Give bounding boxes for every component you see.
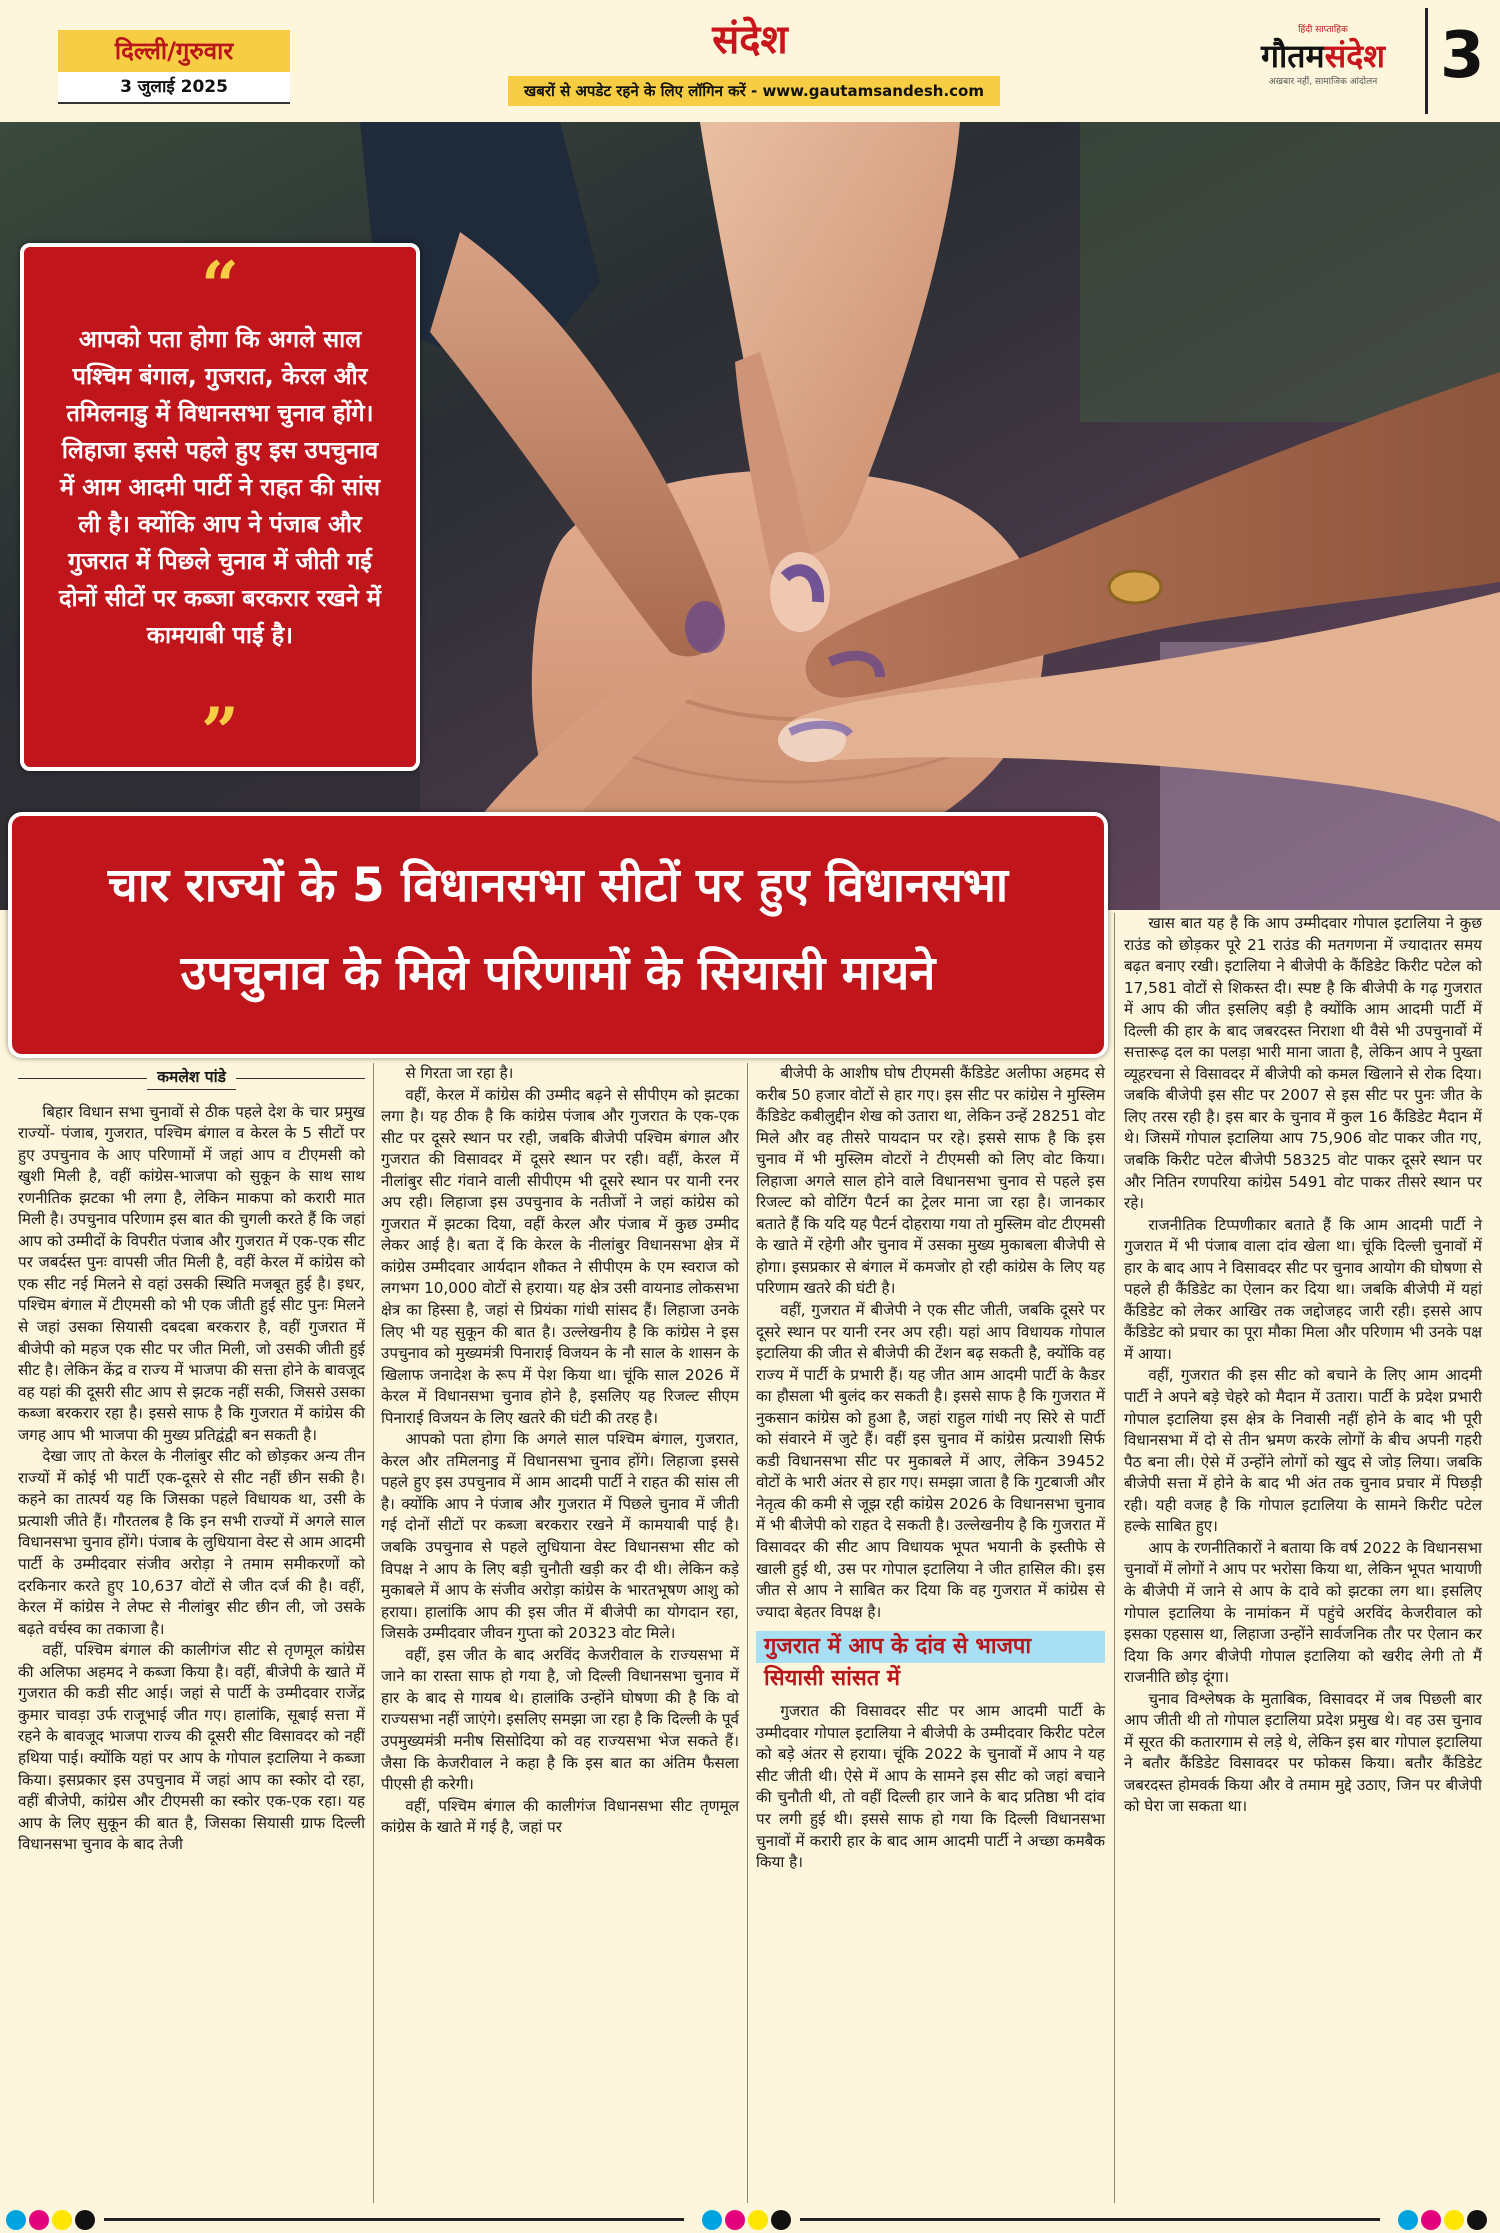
headline[interactable] (12, 842, 1104, 1018)
registration-dot (1398, 2210, 1418, 2230)
paragraph: राजनीतिक टिप्पणीकार बताते हैं कि आम आदमी पार्टी ने गुजरात में भी पंजाब वाला दांव खेला था। चूंकि दिल्ली चुनावों में हार के बाद आप ने विसावदर सीट पर चुनाव आयोग की घोषणा से पहले ही कैंडिडेट का ऐलान कर दिया था। जबकि बीजेपी में यहां कैंडिडेट को लेकर आखिर तक जद्दोजहद जारी रही। इससे आप कैंडिडेट को प्रचार का पूरा मौका मिला और परिणाम भी उनके पक्ष में आया। (1124, 1215, 1482, 1363)
paragraph: आपको पता होगा कि अगले साल पश्चिम बंगाल, गुजरात, केरल और तमिलनाडु में विधानसभा चुनाव होंगे। लिहाजा इससे पहले हुए इस उपचुनाव में आम आदमी पार्टी ने राहत की सांस ली है। क्योंकि आप ने पंजाब और गुजरात में पिछले चुनाव में जीती गई दोनों सीटों पर कब्जा बरकरार रखने में कामयाबी पाई है। जबकि उपचुनाव से पहले लुधियाना वेस्ट विधानसभा सीट को विपक्ष ने आप के लिए बड़ी चुनौती खड़ी कर दी थी। लेकिन कड़े मुकाबले में आप के संजीव अरोड़ा कांग्रेस के भारतभूषण आशु को हराया। हालांकि आप की इस जीत में बीजेपी का योगदान रहा, जिसके उम्मीदवार जीवन गुप्ता को 20323 वोट मिले। (381, 1430, 739, 1643)
pull-quote-box (20, 243, 420, 771)
paragraph: आप के रणनीतिकारों ने बताया कि वर्ष 2022 के विधानसभा चुनावों में लोगों ने आप पर भरोसा किया था, लेकिन भूपत भायाणी के बीजेपी में जाने से आप के दावे को झटका लग था। इसलिए गोपाल इटालिया के नामांकन में पहुंचे अरविंद केजरीवाल को इसका एहसास था, लिहाजा उन्होंने सार्वजनिक तौर पर ऐलान कर दिया कि अगर बीजेपी गोपाल इटालिया को खरीद लेगी तो मैं राजनीति छोड़ दूंगा। (1124, 1538, 1482, 1687)
section-title: संदेश (712, 17, 788, 63)
masthead (0, 0, 1500, 122)
paragraph: बीजेपी के आशीष घोष टीएमसी कैंडिडेट अलीफा अहमद से करीब 50 हजार वोटों से हार गए। इस सीट पर कांग्रेस ने मुस्लिम कैंडिडेट कबीलुद्दीन शेख को उतारा था, लेकिन उन्हें 28251 वोट मिले और वह तीसरे पायदान पर रहे। इससे साफ है कि इस चुनाव में भी मुस्लिम वोटरों ने टीएमसी को लिए वोट किया। लिहाजा अगले साल होने वाले विधानसभा चुनाव से पहले इस रिजल्ट को वोटिंग पैटर्न का ट्रेलर माना जा रहा है। जानकार बताते हैं कि यदि यह पैटर्न दोहराया गया तो मुस्लिम वोट टीएमसी के खाते में रहेगी और चुनाव में उसका मुख्य मुकाबला बीजेपी से होगा। इसप्रकार से बंगाल में कमजोर हो रही कांग्रेस के लिए यह परिणाम खतरे की घंटी है। (756, 1064, 1105, 1298)
registration-dot (1467, 2210, 1487, 2230)
headline-box (8, 812, 1108, 1058)
color-dots-left (6, 2210, 95, 2230)
byline-row (18, 1067, 365, 1090)
article-column-1 (18, 1063, 365, 1856)
article-column-4 (1124, 913, 1482, 1818)
byline: कमलेश पांडे (147, 1067, 236, 1090)
paragraph: गुजरात की विसावदर सीट पर आम आदमी पार्टी के उम्मीदवार गोपाल इटालिया ने बीजेपी के उम्मीदवार किरीट पटेल को बड़े अंतर से हराया। चूंकि 2022 के चुनावों में आप ने यह सीट जीती थी। ऐसे में आप के सामने इस सीट को जहां बचाने की चुनौती थी, तो वहीं दिल्ली हार जाने के बाद प्रतिष्ठा भी दांव पर लगी हुई थी। इससे साफ हो गया कि दिल्ली विधानसभा चुनावों में करारी हार के बाद आम आदमी पार्टी ने अच्छा कमबैक किया है। (756, 1702, 1105, 1872)
subheading-line-2: सियासी सांसत में (764, 1666, 901, 1692)
logo-part-sandesh: संदेश (1324, 37, 1386, 75)
registration-dot (52, 2210, 72, 2230)
paragraph: खास बात यह है कि आप उम्मीदवार गोपाल इटालिया ने कुछ राउंड को छोड़कर पूरे 21 राउंड की मतगणना में ज्यादातर समय बढ़त बनाए रखी। इटालिया ने बीजेपी के कैंडिडेट किरीट पटेल को 17,581 वोटों से शिकस्त दी। स्पष्ट है कि बीजेपी के गढ़ गुजरात में आप की जीत इसलिए बड़ी है क्योंकि आम आदमी पार्टी में दिल्ली की हार के बाद जबरदस्त निराशा थी वैसे भी उपचुनावों में सत्तारूढ़ दल का पलड़ा भारी माना जाता है, लेकिन आप ने पुख्ता व्यूहरचना से विसावदर में बीजेपी को कमल खिलाने से रोक दिया। जबकि बीजेपी इस सीट पर 2007 से इस सीट पर पुनः जीत के लिए तरस रही है। इस बार के चुनाव में कुल 16 कैंडिडेट मैदान में थे। जिसमें गोपाल इटालिया आप 75,906 वोट पाकर जीत गए, जबकि किरीट पटेल बीजेपी 58325 वोट पाकर दूसरे स्थान पर और नितिन रणपरिया कांग्रेस 5491 वोट पाकर तीसरे स्थान पर रहे। (1124, 914, 1482, 1213)
color-dots-right (1398, 2210, 1487, 2230)
pull-quote-text: आपको पता होगा कि अगले साल पश्चिम बंगाल, गुजरात, केरल और तमिलनाडु में विधानसभा चुनाव होंगे। लिहाजा इससे पहले हुए इस उपचुनाव में आम आदमी पार्टी ने राहत की सांस ली है। क्योंकि आप ने पंजाब और गुजरात में पिछले चुनाव में जीती गई दोनों सीटों पर कब्जा बरकरार रखने में कामयाबी पाई है। (59, 325, 381, 649)
registration-dot (748, 2210, 768, 2230)
paragraph: वहीं, केरल में कांग्रेस की उम्मीद बढ़ने से सीपीएम को झटका लगा है। यह ठीक है कि कांग्रेस पंजाब और गुजरात के एक-एक सीट पर दूसरे स्थान पर रही, जबकि बीजेपी पश्चिम बंगाल और गुजरात की विसावदर में दूसरे स्थान पर रही। वहीं, केरल में नीलांबुर सीट गंवाने वाली सीपीएम भी दूसरे स्थान पर यानी रनर अप रही। लिहाजा इस उपचुनाव के नतीजों ने जहां कांग्रेस को गुजरात में झटका दिया, वहीं केरल और पंजाब में कुछ उम्मीद लेकर आई है। बता दें कि केरल के नीलांबुर विधानसभा क्षेत्र में कांग्रेस उम्मीदवार आर्यदान शौकत ने सीपीएम के एम स्वराज को लगभग 10,000 वोटों से हराया। यह क्षेत्र उसी वायनाड लोकसभा क्षेत्र का हिस्सा है, जहां से प्रियंका गांधी सांसद हैं। लिहाजा उनके लिए भी यह सुकून की बात है। उल्लेखनीय है कि कांग्रेस ने इस उपचुनाव को मुख्यमंत्री पिनाराई विजयन के नौ साल के शासन के खिलाफ जनादेश के रूप में पेश किया था। चूंकि साल 2026 में केरल में विधानसभा चुनाव होने है, इसलिए यह रिजल्ट सीएम पिनाराई विजयन के लिए खतरे की घंटी की तरह है। (381, 1085, 739, 1427)
byline-rule-right (236, 1078, 365, 1079)
paragraph: बिहार विधान सभा चुनावों से ठीक पहले देश के चार प्रमुख राज्यों- पंजाब, गुजरात, पश्चिम बंगाल व केरल के 5 सीटों पर हुए उपचुनाव के आए परिणामों में जहां आप व टीएमसी को खुशी मिली है, वहीं कांग्रेस-भाजपा को सुकून के साथ साथ रणनीतिक झटका भी लगा है, लेकिन माकपा को करारी मात मिली है। उपचुनाव परिणाम इस बात की चुगली करते हैं कि जहां आप को उम्मीदों के विपरीत पंजाब और गुजरात में एक-एक सीट पर जबर्दस्त पुनः वापसी जीत मिली है, वहीं केरल में कांग्रेस को एक सीट नई मिलने से वहां उसकी स्थिति मजबूत हुई है। इधर, पश्चिम बंगाल में टीएमसी को भी एक जीती हुई सीट पुनः मिलने से जहां उसका सियासी दबदबा बरकरार है, वहीं गुजरात में बीजेपी को महज एक सीट पर जीत मिली, जो उसकी जीती हुई सीट है। लेकिन केंद्र व राज्य में भाजपा की सत्ता होने के बावजूद वह यहां की दूसरी सीट आप से झटक नहीं सकी, जिससे उसका कब्जा बरकरार रहा है। इससे साफ है कि गुजरात में कांग्रेस की जगह आप भी भाजपा की मुख्य प्रतिद्वंद्वी बन सकती है। (18, 1102, 365, 1444)
registration-dot (1444, 2210, 1464, 2230)
subheading (756, 1631, 1105, 1695)
registration-dot (725, 2210, 745, 2230)
newspaper-logo (1238, 24, 1408, 98)
registration-dot (771, 2210, 791, 2230)
dateline-date: 3 जुलाई 2025 (58, 72, 290, 104)
footer-rule (104, 2218, 684, 2221)
logo-kicker: हिंदी साप्ताहिक (1298, 25, 1348, 35)
headline-line-2: उपचुनाव के मिले परिणामों के सियासी मायने (180, 946, 936, 1001)
paragraph: वहीं, गुजरात में बीजेपी ने एक सीट जीती, जबकि दूसरे पर दूसरे स्थान पर यानी रनर अप रही। यहां आप विधायक गोपाल इटालिया की जीत से बीजेपी की टेंशन बढ़ सकती है, क्योंकि वह राज्य में पार्टी के प्रभारी हैं। यह जीत आम आदमी पार्टी के कैडर का हौसला भी बुलंद कर सकती है। इससे साफ है कि गुजरात में नुकसान कांग्रेस को हुआ है, जहां राहुल गांधी नए सिरे से पार्टी को संवारने में जुटे हैं। वहीं इस चुनाव में कांग्रेस प्रत्याशी सिर्फ कडी विधानसभा सीट पर मुकाबले में आए, लेकिन 39452 वोटों के भारी अंतर से हार गए। समझा जाता है कि गुटबाजी और नेतृत्व की कमी से जूझ रही कांग्रेस 2026 के विधानसभा चुनाव में भी बीजेपी को राहत दे सकती है। उल्लेखनीय है कि गुजरात में विसावदर की सीट आप विधायक भूपत भयानी के इस्तीफे से खाली हुई थी, उस पर गोपाल इटालिया ने जीत हासिल की। इस जीत से आप ने साबित कर दिया कि वह गुजरात में कांग्रेस से ज्यादा बेहतर विपक्ष है। (756, 1301, 1105, 1621)
registration-dot (75, 2210, 95, 2230)
paragraph: देखा जाए तो केरल के नीलांबुर सीट को छोड़कर अन्य तीन राज्यों में कोई भी पार्टी एक-दूसरे से सीट नहीं छीन सकी है। कहने का तात्पर्य यह कि जिसका पहले विधायक था, उसी के प्रत्याशी जीते हैं। गौरतलब है कि इन सभी राज्यों में अगले साल विधानसभा चुनाव होंगे। पंजाब के लुधियाना वेस्ट से आम आदमी पार्टी के उम्मीदवार संजीव अरोड़ा ने तमाम समीकरणों को दरकिनार करते हुए 10,637 वोटों से जीत दर्ज की है। वहीं, केरल में कांग्रेस ने लेफ्ट से नीलांबुर सीट छीन ली, जो उसके बढ़ते वर्चस्व का तकाजा है। (18, 1447, 365, 1638)
column-divider (373, 1063, 374, 2203)
paragraph: वहीं, इस जीत के बाद अरविंद केजरीवाल के राज्यसभा में जाने का रास्ता साफ हो गया है, जो दिल्ली विधानसभा चुनाव में हार के बाद से गायब थे। हालांकि उन्होंने घोषणा की है कि वो राज्यसभा नहीं जाएंगे। इसलिए समझा जा रहा है कि दिल्ली के पूर्व उपमुख्यमंत्री मनीष सिसोदिया को वह राज्यसभा भेज सकते हैं। जैसा कि केजरीवाल ने कहा है कि इस बात का अंतिम फैसला पीएसी ही करेगी। (381, 1645, 739, 1794)
byline-rule-left (18, 1078, 147, 1079)
column-divider (1114, 913, 1115, 2203)
registration-dot (702, 2210, 722, 2230)
dateline-city-day: दिल्ली/गुरुवार (58, 30, 290, 72)
website-strip[interactable]: खबरों से अपडेट रहने के लिए लॉगिन करें - www.gautamsandesh.com (508, 76, 1000, 106)
paragraph: से गिरता जा रहा है। (405, 1064, 514, 1082)
article-column-2 (381, 1063, 739, 1839)
page-number: 3 (1440, 19, 1485, 93)
paragraph: वहीं, पश्चिम बंगाल की कालीगंज विधानसभा सीट तृणमूल कांग्रेस के खाते में गई है, जहां पर (381, 1796, 739, 1837)
article-column-3 (756, 1063, 1105, 1874)
color-dots-center (702, 2210, 791, 2230)
logo-part-gautam: गौतम (1260, 37, 1325, 75)
quote-open-mark: “ (201, 247, 239, 325)
column-divider (747, 1063, 748, 2203)
footer-rule (800, 2218, 1380, 2221)
paragraph: वहीं, पश्चिम बंगाल की कालीगंज सीट से तृणमूल कांग्रेस की अलिफा अहमद ने कब्जा किया है। वहीं, बीजेपी के खाते में गुजरात की कडी सीट आई। जहां से पार्टी के उम्मीदवार राजेंद्र कुमार चावड़ा उर्फ राजूभाई जीत गए। हालांकि, सूबाई सत्ता में रहने के बावजूद भाजपा राज्य की दूसरी सीट विसावदर को नहीं हथिया पाई। क्योंकि यहां पर आप के गोपाल इटालिया ने कब्जा किया। इसप्रकार इस उपचुनाव में जहां आप का स्कोर दो रहा, वहीं बीजेपी, कांग्रेस और टीएमसी का स्कोर एक-एक रहा। यह आप के लिए सुकून की बात है, जिसका सियासी ग्राफ दिल्ली विधानसभा चुनाव के बाद तेजी (18, 1641, 365, 1854)
paragraph: चुनाव विश्लेषक के मुताबिक, विसावदर में जब पिछली बार आप जीती थी तो गोपाल इटालिया प्रदेश प्रमुख थे। वह उस चुनाव में सूरत की कतारगाम से लड़े थे, लेकिन इस बार गोपाल इटालिया ने बतौर कैंडिडेट विसावदर पर फोकस किया। बतौर कैंडिडेट जबरदस्त होमवर्क किया और वे तमाम मुद्दे उठाए, जिन पर बीजेपी को घेरा जा सकता था। (1124, 1689, 1482, 1816)
registration-dot (6, 2210, 26, 2230)
paragraph: वहीं, गुजरात की इस सीट को बचाने के लिए आम आदमी पार्टी ने अपने बड़े चेहरे को मैदान में उतारा। पार्टी के प्रदेश प्रभारी गोपाल इटालिया इस क्षेत्र के निवासी नहीं होने के बाद भी पूरी विधानसभा में दो से तीन भ्रमण करके लोगों के बीच अपनी गहरी पैठ बना ली। ऐसे में उन्होंने लोगों को खुद से जोड़ लिया। जबकि बीजेपी सत्ता में होने के बाद भी अंत तक चुनाव प्रचार में पिछड़ी रही। यही वजह है कि गोपाल इटालिया के सामने किरीट पटेल हल्के साबित हुए। (1124, 1366, 1482, 1536)
logo-wordmark (1238, 36, 1408, 76)
subheading-line-1: गुजरात में आप के दांव से भाजपा (756, 1631, 1105, 1663)
logo-tagline: अखबार नहीं, सामाजिक आंदोलन (1268, 77, 1378, 87)
footer-registration-marks (0, 2206, 1500, 2233)
registration-dot (29, 2210, 49, 2230)
registration-dot (1421, 2210, 1441, 2230)
quote-close-mark: ” (201, 693, 239, 771)
masthead-divider (1425, 8, 1428, 114)
headline-line-1: चार राज्यों के 5 विधानसभा सीटों पर हुए विधानसभा (107, 858, 1009, 913)
